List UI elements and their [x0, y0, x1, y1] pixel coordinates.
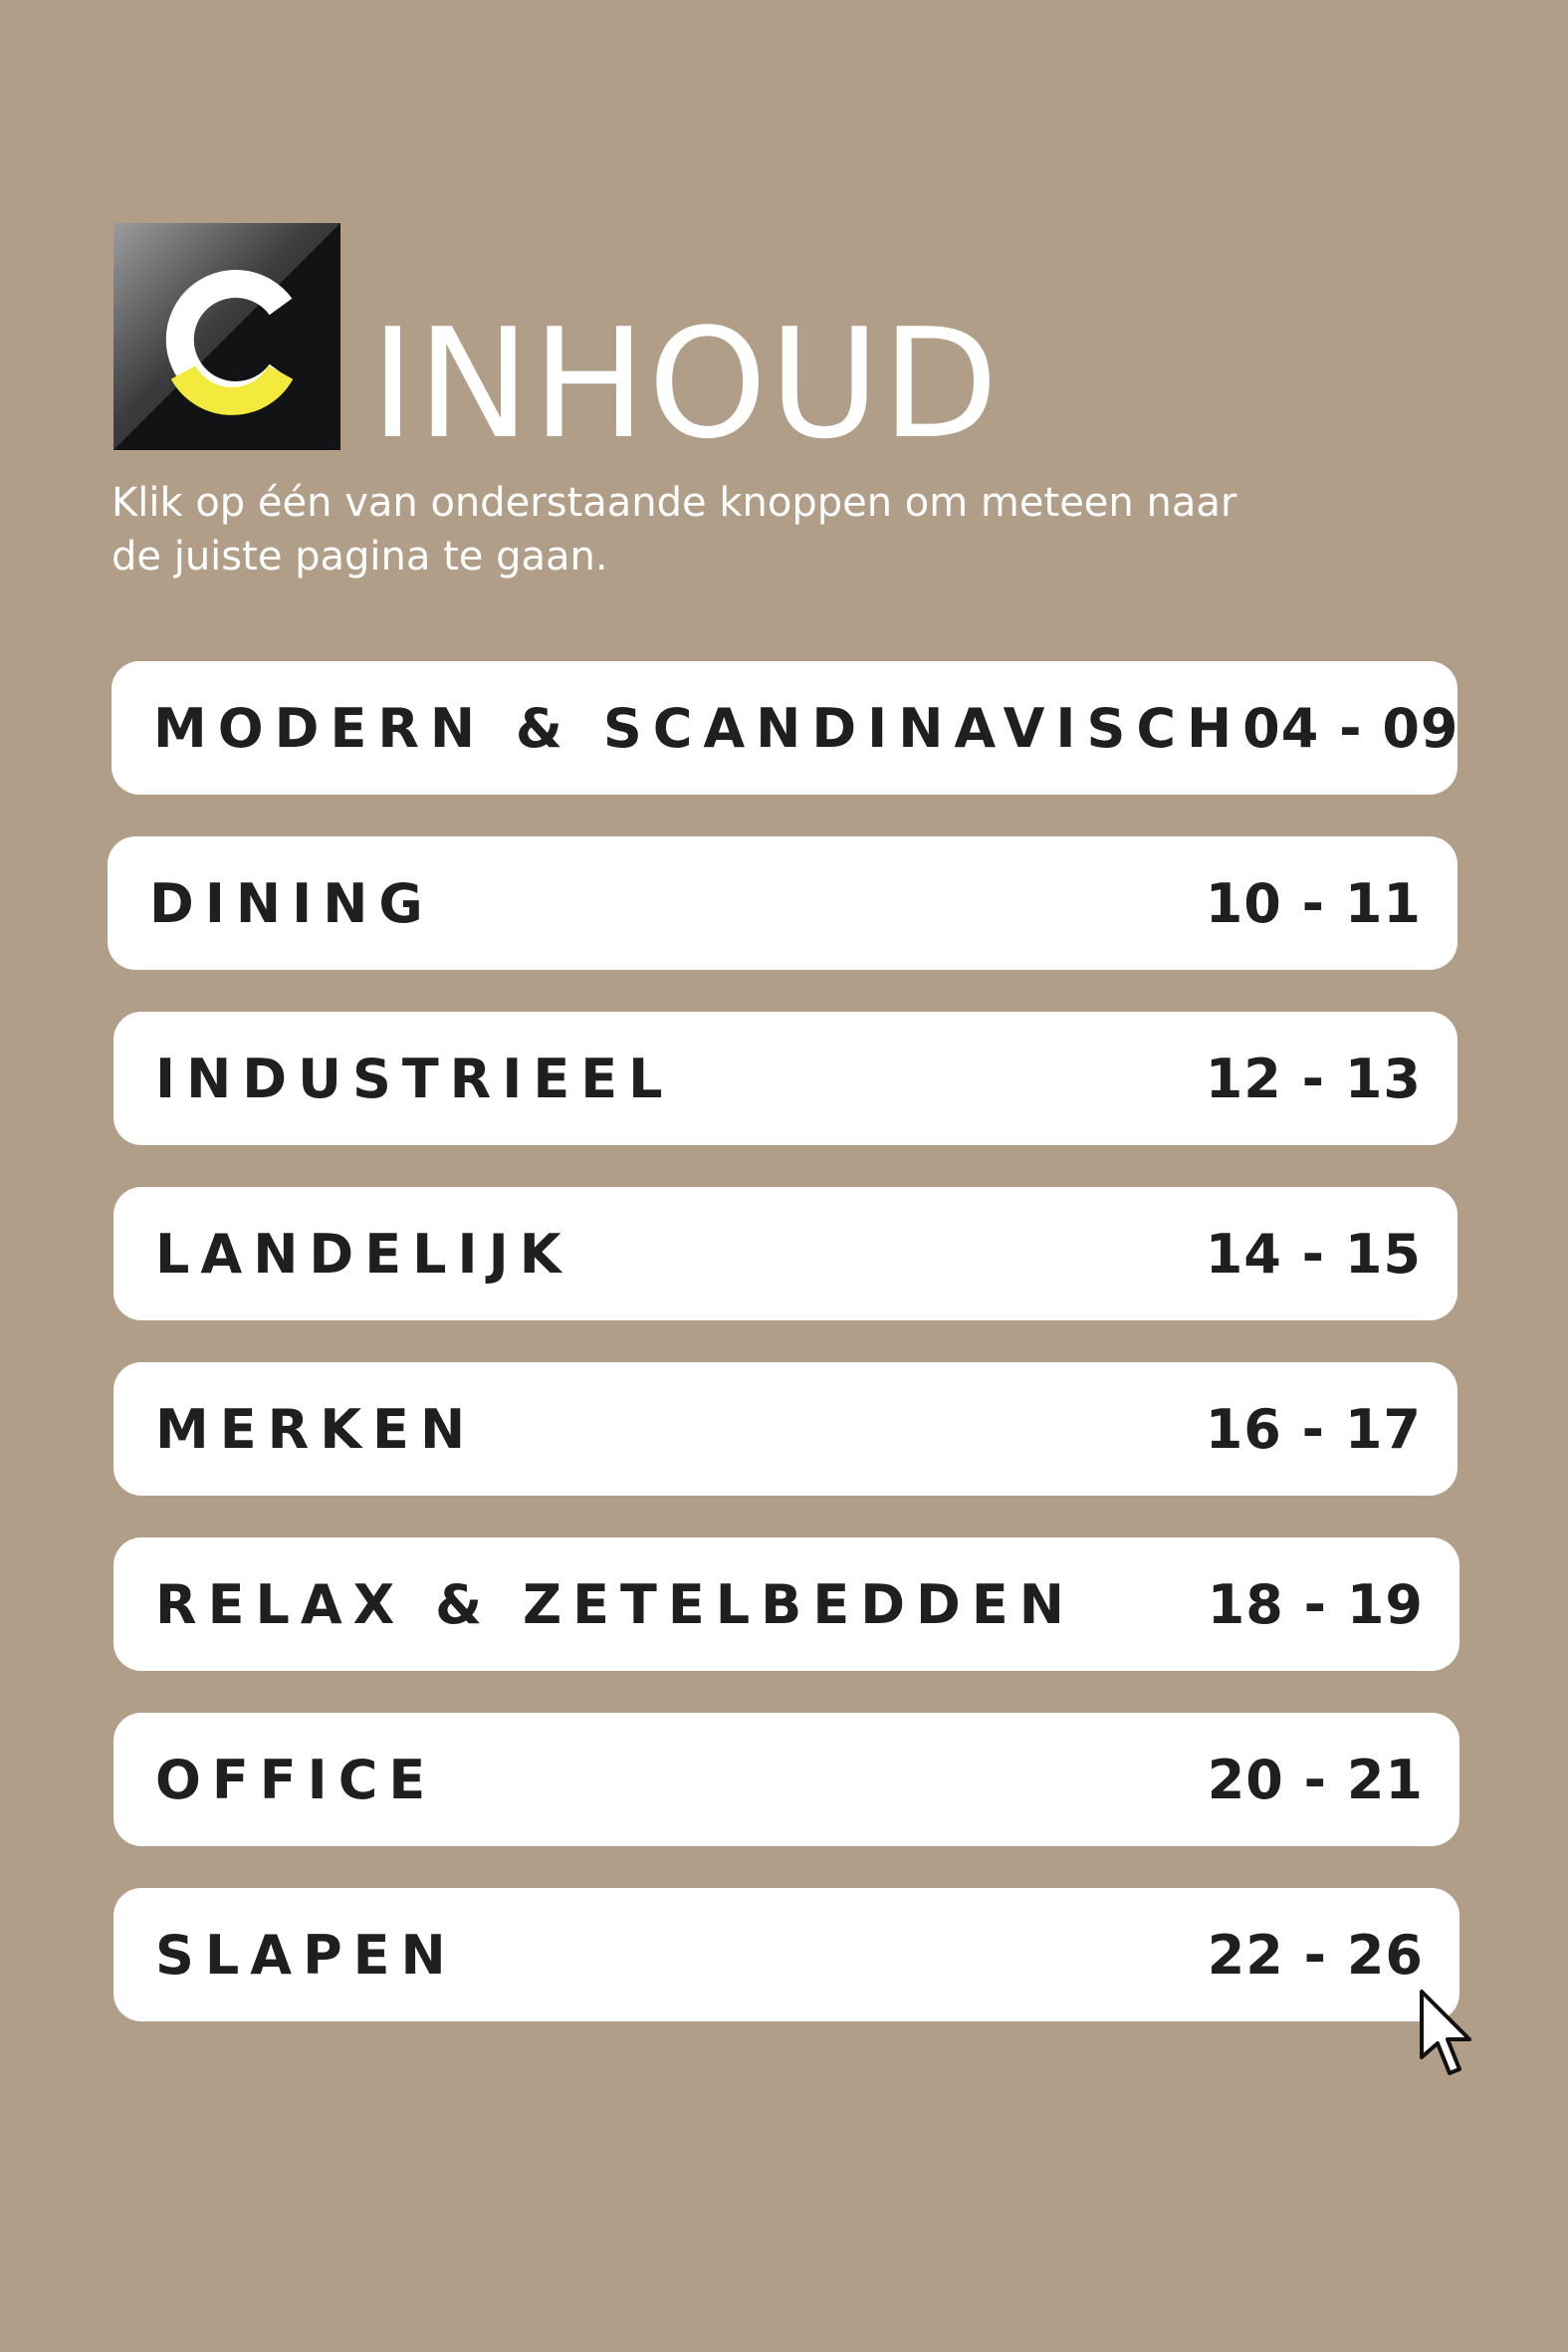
- toc-label: LANDELIJK: [155, 1222, 572, 1286]
- toc-label: DINING: [149, 871, 434, 935]
- toc-button-industrieel[interactable]: [113, 1012, 1457, 1145]
- toc-button-slapen[interactable]: [113, 1888, 1459, 2021]
- toc-button-relax-zetelbedden[interactable]: [113, 1537, 1459, 1671]
- toc-label: OFFICE: [155, 1748, 437, 1811]
- toc-pages: 14 - 15: [1205, 1222, 1422, 1286]
- toc-label: RELAX & ZETELBEDDEN: [155, 1572, 1075, 1636]
- mouse-pointer-icon: [1418, 1988, 1481, 2079]
- toc-button-merken[interactable]: [113, 1362, 1457, 1496]
- toc-label: MODERN & SCANDINAVISCH: [153, 696, 1243, 760]
- toc-pages: 16 - 17: [1205, 1397, 1422, 1461]
- toc-label: MERKEN: [155, 1397, 477, 1461]
- toc-pages: 20 - 21: [1207, 1748, 1424, 1811]
- page-title: INHOUD: [370, 296, 1001, 472]
- toc-button-dining[interactable]: [108, 836, 1457, 970]
- toc-label: INDUSTRIEEL: [155, 1047, 674, 1110]
- toc-pages: 22 - 26: [1207, 1923, 1424, 1987]
- subtitle-line-2: de juiste pagina te gaan.: [112, 534, 608, 580]
- subtitle-line-1: Klik op één van onderstaande knoppen om meteen naar: [112, 480, 1237, 526]
- toc-button-landelijk[interactable]: [113, 1187, 1457, 1320]
- toc-pages: 04 - 09: [1242, 696, 1459, 760]
- toc-label: SLAPEN: [155, 1923, 457, 1987]
- toc-button-modern-scandinavisch[interactable]: [112, 661, 1457, 795]
- toc-pages: 12 - 13: [1205, 1047, 1422, 1110]
- toc-pages: 10 - 11: [1205, 871, 1422, 935]
- toc-button-office[interactable]: [113, 1713, 1459, 1846]
- toc-pages: 18 - 19: [1207, 1572, 1424, 1636]
